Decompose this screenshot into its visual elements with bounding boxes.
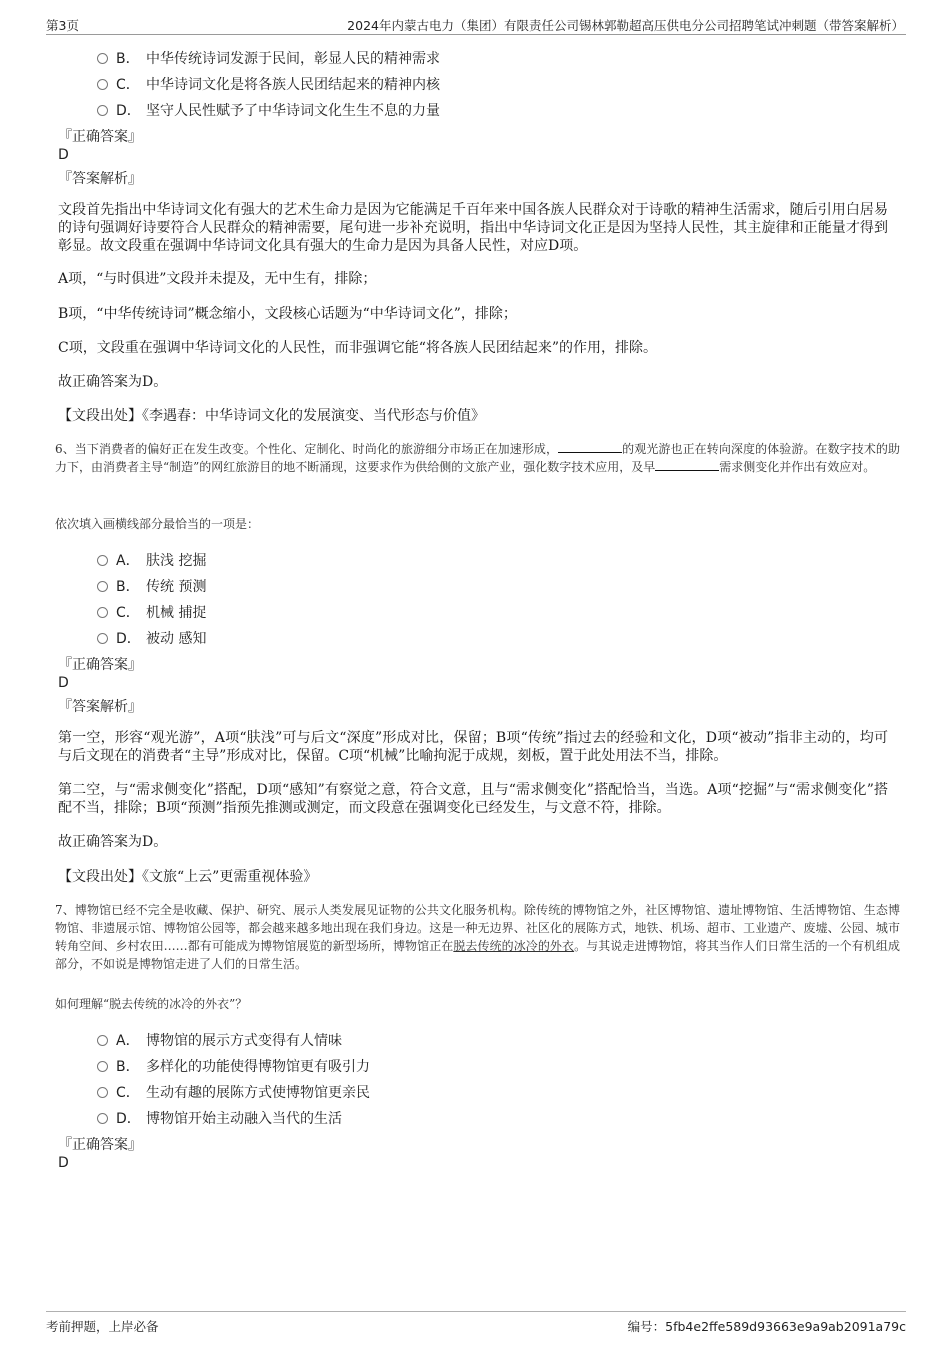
analysis-conclusion: 故正确答案为D。: [58, 374, 168, 390]
source-citation: 【文段出处】《文旅“上云”更需重视体验》: [58, 869, 318, 885]
page-header: [46, 14, 906, 35]
radio-icon[interactable]: [97, 53, 108, 64]
option-d[interactable]: D． 博物馆开始主动融入当代的生活: [97, 1108, 342, 1128]
analysis-paragraph: A项，“与时俱进”文段并未提及，无中生有，排除；: [58, 271, 377, 287]
radio-icon[interactable]: [97, 581, 108, 592]
option-b[interactable]: B． 多样化的功能使得博物馆更有吸引力: [97, 1056, 370, 1076]
radio-icon[interactable]: [97, 1035, 108, 1046]
analysis-conclusion: 故正确答案为D。: [58, 834, 168, 850]
radio-icon[interactable]: [97, 79, 108, 90]
underlined-phrase: 脱去传统的冰冷的外衣: [453, 939, 575, 953]
analysis-paragraph: B项，“中华传统诗词”概念缩小，文段核心话题为“中华诗词文化”，排除；: [58, 306, 517, 322]
source-citation: 【文段出处】《李遇春：中华诗词文化的发展演变、当代形态与价值》: [58, 408, 485, 424]
answer-label: 『正确答案』: [58, 657, 142, 673]
radio-icon[interactable]: [97, 1061, 108, 1072]
question-stem: 6、当下消费者的偏好正在发生改变。个性化、定制化、时尚化的旅游细分市场正在加速形成， 的观光游也正在转向深度的体验游。在数字技术的助力下，由消费者主导“制造”的网红旅游目的地不断涌现，这要求作为供给侧的文旅产业，强化数字技术应用，及早 需求侧变化并作出有效应对。: [55, 442, 900, 474]
answer-value: D: [58, 1155, 69, 1171]
option-b[interactable]: B． 传统 预测: [97, 576, 206, 596]
fill-blank: [655, 458, 719, 471]
option-d[interactable]: D． 坚守人民性赋予了中华诗词文化生生不息的力量: [97, 100, 440, 120]
analysis-paragraph: 文段首先指出中华诗词文化有强大的艺术生命力是因为它能满足千百年来中国各族人民群众对于诗歌的精神生活需求，随后引用白居易的诗句强调好诗要符合人民群众的精神需要，尾句进一步补充说明，指出中华诗词文化正是因为坚持人民性，其主旋律和正能量才得到彰显。故文段重在强调中华诗词文化具有强大的生命力是因为具备人民性，对应D项。: [58, 202, 888, 254]
option-c[interactable]: C． 中华诗词文化是将各族人民团结起来的精神内核: [97, 74, 440, 94]
question-prompt: 如何理解“脱去传统的冰冷的外衣”？: [55, 997, 248, 1011]
answer-label: 『正确答案』: [58, 129, 142, 145]
analysis-label: 『答案解析』: [58, 699, 142, 715]
option-b[interactable]: B． 中华传统诗词发源于民间，彰显人民的精神需求: [97, 48, 440, 68]
analysis-paragraph: 第一空，形容“观光游”，A项“肤浅”可与后文“深度”形成对比，保留；B项“传统”指过去的经验和文化，D项“被动”指非主动的，均可与后文现在的消费者“主导”形成对比，保留。C项“机械”比喻拘泥于成规，刻板，置于此处用法不当，排除。: [58, 730, 888, 764]
analysis-label: 『答案解析』: [58, 171, 142, 187]
answer-label: 『正确答案』: [58, 1137, 142, 1153]
radio-icon[interactable]: [97, 607, 108, 618]
document-id: 编号：5fb4e2ffe589d93663e9a9ab2091a79c: [627, 1319, 906, 1334]
radio-icon[interactable]: [97, 1113, 108, 1124]
analysis-paragraph: 第二空，与“需求侧变化”搭配，D项“感知”有察觉之意，符合文意，且与“需求侧变化”搭配恰当，当选。A项“挖掘”与“需求侧变化”搭配不当，排除；B项“预测”指预先推测或测定，而文段意在强调变化已经发生，与文意不符，排除。: [58, 782, 888, 816]
radio-icon[interactable]: [97, 555, 108, 566]
analysis-paragraph: C项，文段重在强调中华诗词文化的人民性，而非强调它能“将各族人民团结起来”的作用，排除。: [58, 340, 658, 356]
answer-value: D: [58, 675, 69, 691]
option-d[interactable]: D． 被动 感知: [97, 628, 206, 648]
radio-icon[interactable]: [97, 105, 108, 116]
fill-blank: [558, 440, 622, 453]
option-a[interactable]: A． 博物馆的展示方式变得有人情味: [97, 1030, 342, 1050]
option-c[interactable]: C． 机械 捕捉: [97, 602, 206, 622]
question-prompt: 依次填入画横线部分最恰当的一项是：: [55, 517, 260, 531]
option-a[interactable]: A． 肤浅 挖掘: [97, 550, 206, 570]
radio-icon[interactable]: [97, 633, 108, 644]
document-title: 2024年内蒙古电力（集团）有限责任公司锡林郭勒超高压供电分公司招聘笔试冲刺题（带答案解析）: [347, 18, 904, 33]
answer-value: D: [58, 147, 69, 163]
question-stem: 7、博物馆已经不完全是收藏、保护、研究、展示人类发展见证物的公共文化服务机构。除传统的博物馆之外，社区博物馆、遗址博物馆、生活博物馆、生态博物馆、非遗展示馆、博物馆公园等，都会越来越多地出现在我们身边。这是一种无边界、社区化的展陈方式，地铁、机场、超市、工业遗产、废墟、公园、城市转角空间、乡村农田……都有可能成为博物馆展览的新型场所，博物馆正在脱去传统的冰冷的外衣。与其说走进博物馆，将其当作人们日常生活的一个有机组成部分，不如说是博物馆走进了人们的日常生活。: [55, 903, 900, 971]
page-footer: [46, 1311, 906, 1336]
radio-icon[interactable]: [97, 1087, 108, 1098]
footer-slogan: 考前押题，上岸必备: [46, 1319, 159, 1334]
page-number: 第3页: [46, 18, 79, 33]
option-c[interactable]: C． 生动有趣的展陈方式使博物馆更亲民: [97, 1082, 370, 1102]
